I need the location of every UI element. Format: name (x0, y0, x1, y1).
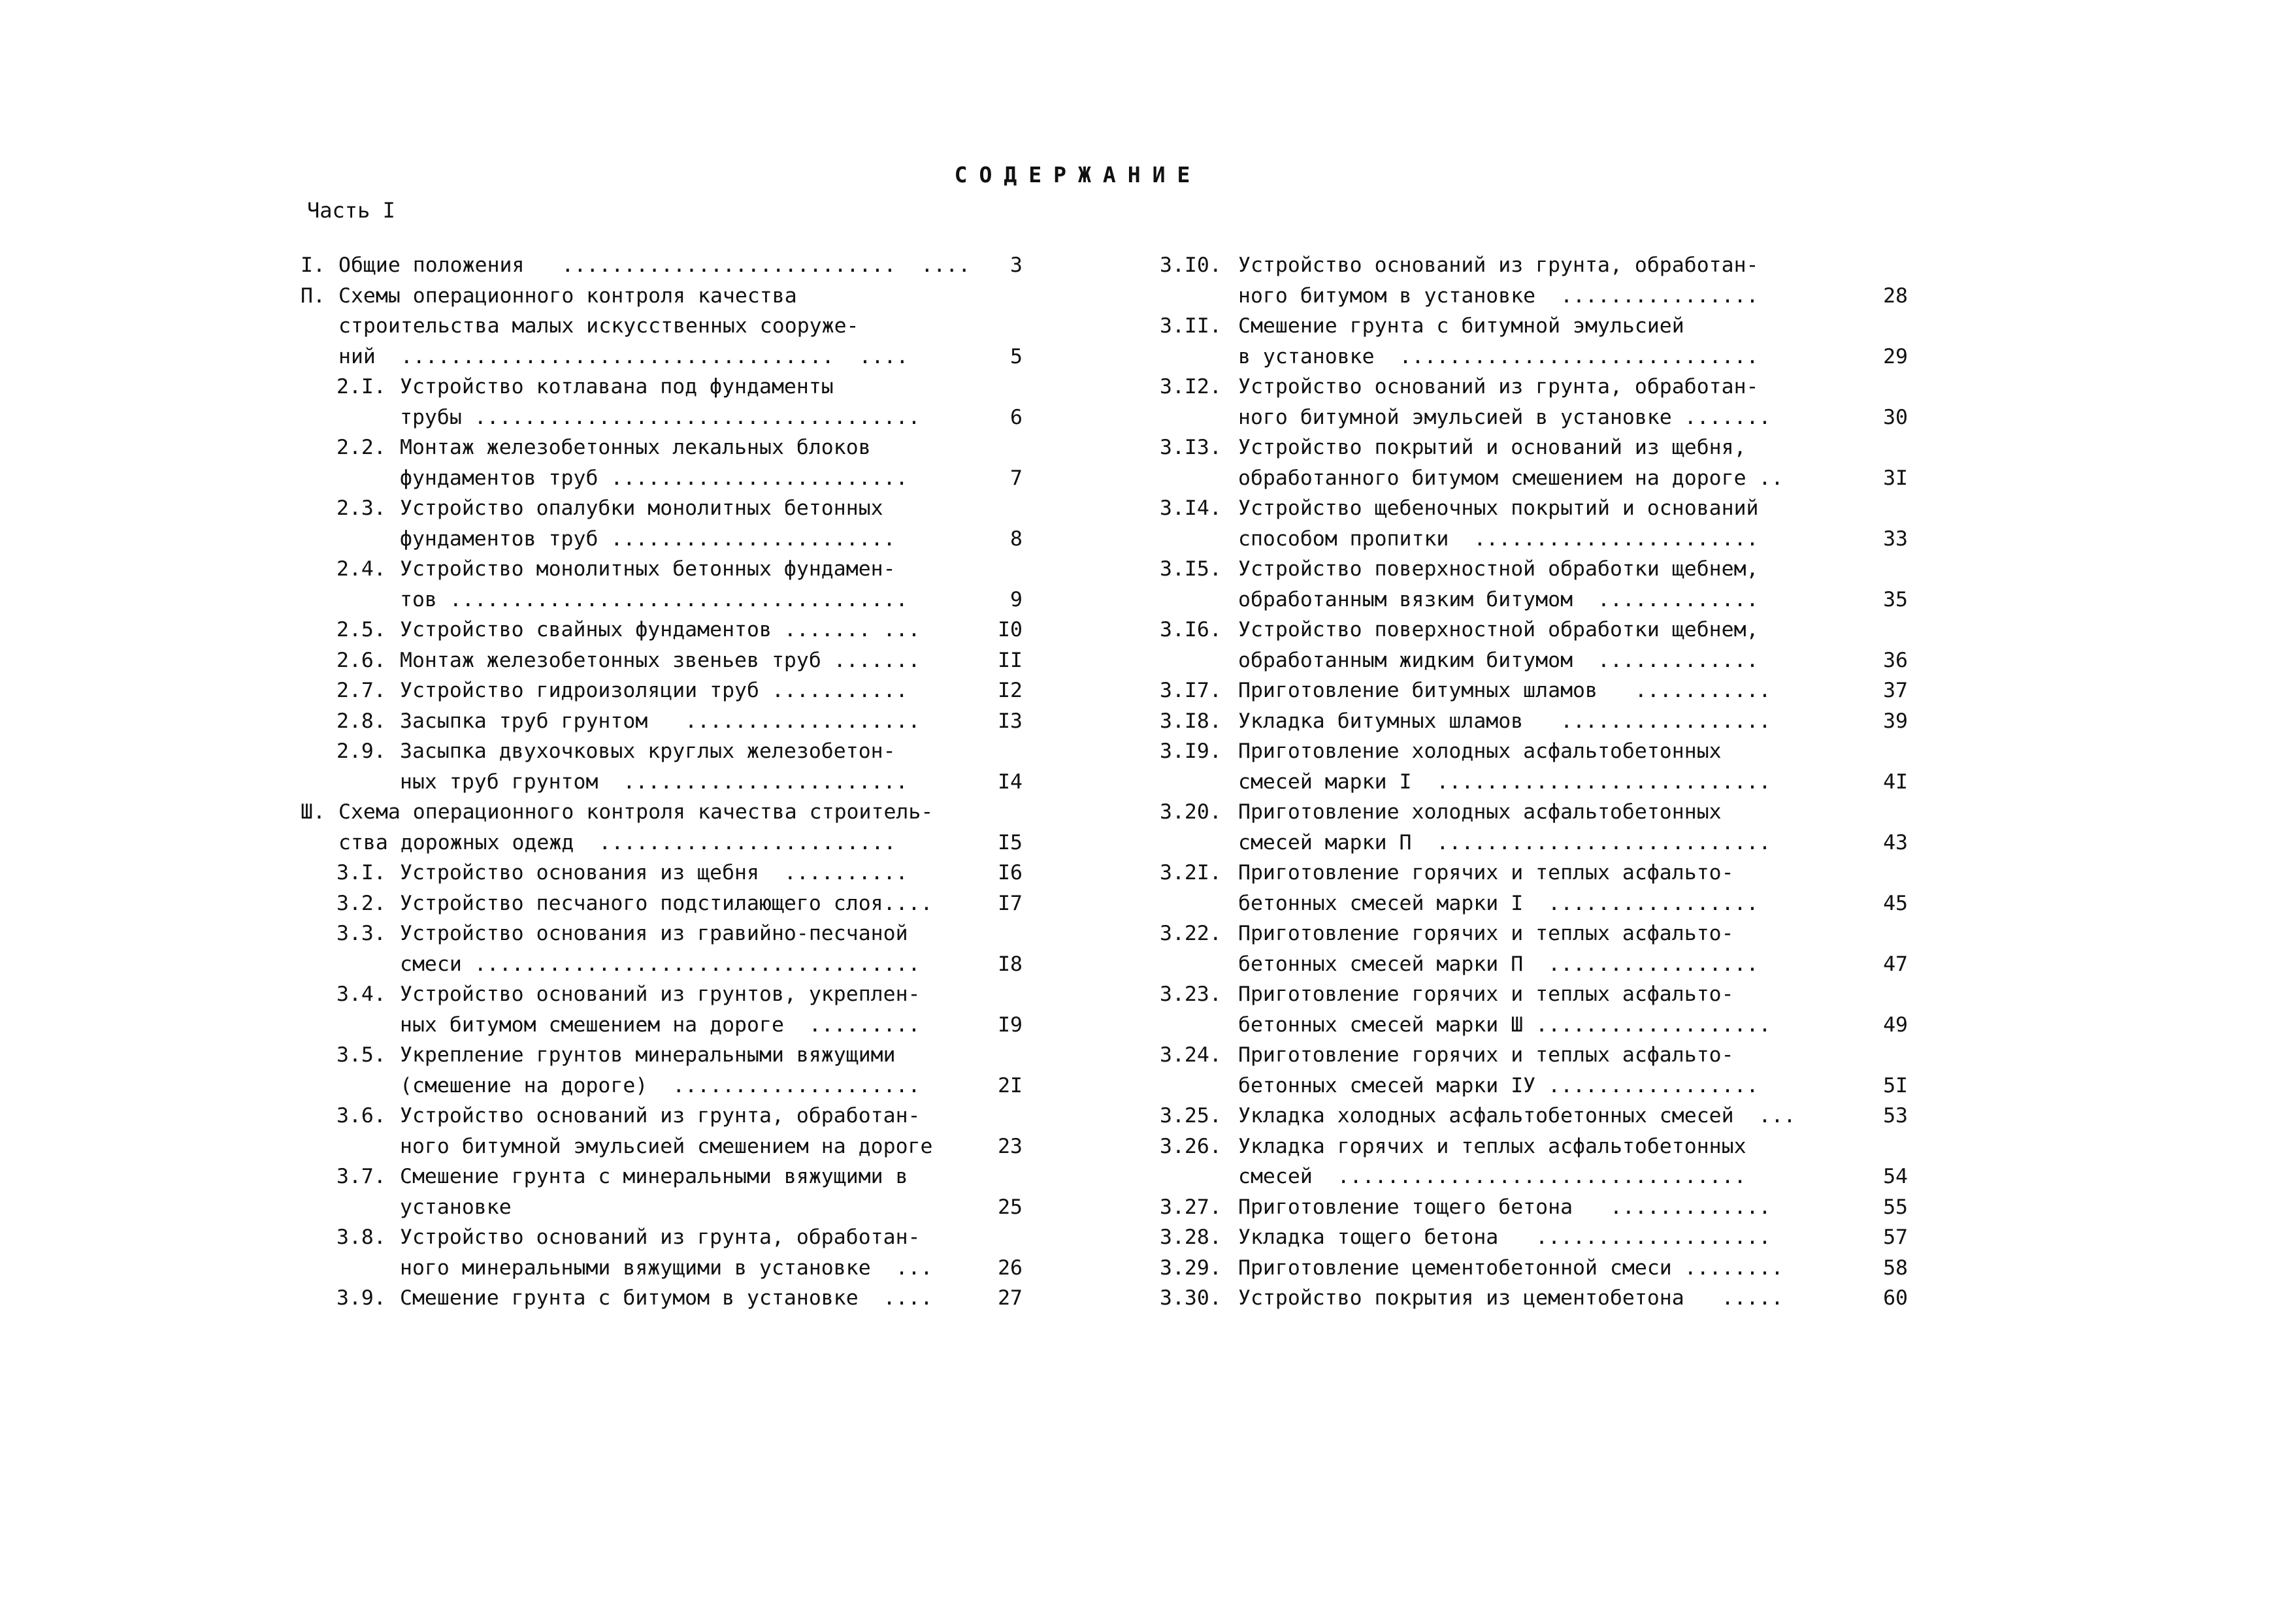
toc-entry-text: Устройство покрытий и оснований из щебня, (1238, 436, 1746, 459)
toc-entry (1160, 1253, 1908, 1284)
toc-entry-text: Приготовление горячих и теплых асфальто- (1238, 922, 1734, 945)
toc-entry-page: I0 (998, 618, 1023, 641)
toc-entry (301, 888, 1023, 919)
toc-entry (1160, 979, 1908, 1040)
toc-entry-text: Устройство покрытия из цементобетона ..... (1238, 1286, 1784, 1310)
toc-entry-text: ного битумной эмульсией смешением на дороге (400, 1134, 933, 1158)
toc-entry (301, 432, 1023, 493)
toc-entry-number: 3.27. (1160, 1195, 1222, 1219)
toc-entry-text: Монтаж железобетонных лекальных блоков (400, 436, 871, 459)
toc-entry-text: Приготовление холодных асфальтобетонных (1238, 800, 1722, 824)
toc-entry-number: 3.I5. (1160, 557, 1222, 581)
toc-entry-text: Схема операционного контроля качества строитель- (338, 800, 934, 824)
toc-entry-page: 33 (1883, 527, 1908, 551)
toc-entry-page: 37 (1883, 679, 1908, 702)
toc-entry-text: смесей марки П ........................... (1238, 830, 1771, 854)
toc-entry (1160, 1192, 1908, 1223)
toc-entry-number: 2.9. (336, 739, 386, 763)
toc-entry-page: 43 (1883, 830, 1908, 854)
toc-entry-text: Устройство оснований из грунта, обработан- (1238, 375, 1759, 398)
toc-entry-number: 3.5. (336, 1043, 386, 1067)
toc-entry-text: Устройство котлавана под фундаменты (400, 375, 834, 398)
toc-entry (301, 675, 1023, 706)
toc-entry-text: Приготовление горячих и теплых асфальто- (1238, 861, 1734, 885)
toc-entry-text: тов ..................................... (400, 587, 908, 611)
toc-entry-page: 26 (998, 1256, 1023, 1280)
toc-entry-text: Укрепление грунтов минеральными вяжущими (400, 1043, 896, 1067)
toc-entry-number: 3.I9. (1160, 739, 1222, 763)
toc-entry-text: ных труб грунтом ....................... (400, 770, 908, 794)
toc-entry-text: бетонных смесей марки П ................. (1238, 952, 1759, 976)
page-title: СОДЕРЖАНИЕ (954, 162, 1202, 187)
toc-entry-page: I5 (998, 830, 1023, 854)
toc-entry-number: 2.3. (336, 496, 386, 520)
toc-entry-text: Устройство оснований из грунта, обработан- (400, 1226, 921, 1249)
toc-entry-text: Устройство монолитных бетонных фундамен- (400, 557, 896, 581)
toc-entry-text: Засыпка труб грунтом ................... (400, 709, 921, 733)
toc-entry-text: Устройство оснований из грунта, обработан- (400, 1104, 921, 1128)
toc-entry-page: 39 (1883, 709, 1908, 733)
toc-entry-text: Устройство поверхностной обработки щебнем, (1238, 557, 1759, 581)
toc-entry-text: Устройство основания из щебня .......... (400, 861, 908, 885)
toc-entry-number: 2.5. (336, 618, 386, 641)
toc-entry-number: I. (301, 253, 325, 277)
toc-entry (1160, 797, 1908, 858)
toc-entry (1160, 1040, 1908, 1101)
toc-entry-number: 3.24. (1160, 1043, 1222, 1067)
toc-entry-number: 3.23. (1160, 983, 1222, 1006)
toc-entry (301, 858, 1023, 888)
toc-entry-number: 3.3. (336, 922, 386, 945)
toc-entry-page: 35 (1883, 587, 1908, 611)
toc-entry-number: 2.6. (336, 648, 386, 672)
toc-entry-text: ного битумной эмульсией в установке ....... (1238, 405, 1771, 429)
toc-entry-text: Приготовление холодных асфальтобетонных (1238, 739, 1722, 763)
toc-entry-number: 3.I3. (1160, 436, 1222, 459)
toc-entry-text: трубы .................................... (400, 405, 921, 429)
toc-entry-text: Схемы операционного контроля качества (338, 284, 797, 308)
toc-entry-page: 3I (1883, 466, 1908, 490)
toc-entry (1160, 675, 1908, 706)
toc-entry-number: 3.6. (336, 1104, 386, 1128)
toc-entry-text: Приготовление битумных шламов ........... (1238, 679, 1771, 702)
toc-entry-text: Монтаж железобетонных звеньев труб ....... (400, 648, 921, 672)
toc-entry-text: Укладка горячих и теплых асфальтобетонных (1238, 1134, 1746, 1158)
toc-entry-page: 6 (1010, 405, 1023, 429)
toc-entry-number: 3.I4. (1160, 496, 1222, 520)
toc-entry-text: смесей ................................. (1238, 1165, 1746, 1188)
toc-entry-number: 3.25. (1160, 1104, 1222, 1128)
toc-entry-number: 3.28. (1160, 1226, 1222, 1249)
toc-entry-text: ства дорожных одежд ........................ (338, 830, 896, 854)
toc-entry-text: бетонных смесей марки I ................. (1238, 891, 1759, 915)
toc-entry-page: I6 (998, 861, 1023, 885)
toc-entry-text: Укладка тощего бетона ................... (1238, 1226, 1771, 1249)
toc-entry-text: обработанным жидким битумом ............. (1238, 648, 1759, 672)
toc-entry-text: Устройство щебеночных покрытий и оснований (1238, 496, 1759, 520)
toc-entry-page: 47 (1883, 952, 1908, 976)
toc-entry-page: 58 (1883, 1256, 1908, 1280)
toc-entry-text: фундаментов труб ........................ (400, 466, 908, 490)
toc-entry-page: I2 (998, 679, 1023, 702)
toc-entry-page: I4 (998, 770, 1023, 794)
toc-entry-text: Укладка битумных шламов ................. (1238, 709, 1771, 733)
toc-entry-page: 60 (1883, 1286, 1908, 1310)
toc-entry-text: установке (400, 1195, 512, 1219)
toc-entry (301, 1283, 1023, 1314)
toc-entry (1160, 1101, 1908, 1131)
part-label: Часть I (307, 198, 395, 223)
toc-entry (1160, 1222, 1908, 1253)
toc-entry-text: ного минеральными вяжущими в установке ... (400, 1256, 933, 1280)
toc-entry-page: II (998, 648, 1023, 672)
toc-entry (301, 281, 1023, 372)
toc-entry-page: I9 (998, 1013, 1023, 1037)
toc-entry-text: Смешение грунта с битумом в установке .... (400, 1286, 933, 1310)
toc-entry-text: ний ................................... .... (338, 344, 909, 368)
toc-entry-number: 3.8. (336, 1226, 386, 1249)
toc-entry-text: бетонных смесей марки IУ ................. (1238, 1073, 1759, 1097)
toc-entry-number: 3.I. (336, 861, 386, 885)
toc-entry-number: Ш. (301, 800, 325, 824)
toc-entry-page: 36 (1883, 648, 1908, 672)
toc-left-column (301, 250, 1023, 1314)
toc-entry-page: 27 (998, 1286, 1023, 1310)
toc-entry (301, 918, 1023, 979)
toc-entry-text: Приготовление горячих и теплых асфальто- (1238, 983, 1734, 1006)
toc-entry-number: 3.2. (336, 891, 386, 915)
toc-entry-page: 5 (1010, 344, 1023, 368)
toc-entry-page: 2I (998, 1073, 1023, 1097)
toc-entry-page: 54 (1883, 1165, 1908, 1188)
toc-entry-number: 3.29. (1160, 1256, 1222, 1280)
toc-entry-number: 3.9. (336, 1286, 386, 1310)
toc-entry (1160, 1131, 1908, 1192)
toc-entry-page: 29 (1883, 344, 1908, 368)
toc-entry-number: 3.I7. (1160, 679, 1222, 702)
toc-entry (1160, 432, 1908, 493)
toc-entry-page: I8 (998, 952, 1023, 976)
toc-entry-number: 3.I8. (1160, 709, 1222, 733)
toc-entry-text: обработанным вязким битумом ............. (1238, 587, 1759, 611)
toc-entry-page: 30 (1883, 405, 1908, 429)
toc-entry-number: 3.30. (1160, 1286, 1222, 1310)
toc-entry (301, 493, 1023, 554)
toc-entry-page: 55 (1883, 1195, 1908, 1219)
toc-entry-text: Приготовление тощего бетона ............. (1238, 1195, 1771, 1219)
toc-entry (301, 1101, 1023, 1161)
toc-entry-text: ного битумом в установке ................ (1238, 284, 1759, 308)
toc-entry-text: в установке ............................. (1238, 344, 1759, 368)
toc-entry-page: 7 (1010, 466, 1023, 490)
toc-entry-number: 3.I2. (1160, 375, 1222, 398)
toc-entry (301, 1222, 1023, 1283)
toc-entry (301, 554, 1023, 615)
toc-entry-text: Устройство опалубки монолитных бетонных (400, 496, 883, 520)
toc-entry-text: Устройство гидроизоляции труб ........... (400, 679, 908, 702)
toc-entry-page: 53 (1883, 1104, 1908, 1128)
toc-entry (1160, 706, 1908, 737)
toc-entry-text: Устройство поверхностной обработки щебнем, (1238, 618, 1759, 641)
toc-entry (301, 706, 1023, 737)
toc-entry-number: 3.4. (336, 983, 386, 1006)
toc-entry-text: Приготовление цементобетонной смеси ........ (1238, 1256, 1784, 1280)
toc-entry (301, 372, 1023, 432)
toc-entry-number: 3.II. (1160, 314, 1222, 338)
toc-entry-page: 23 (998, 1134, 1023, 1158)
toc-entry-text: Устройство оснований из грунта, обработан- (1238, 253, 1759, 277)
toc-entry-number: 3.7. (336, 1165, 386, 1188)
toc-entry-text: Смешение грунта с битумной эмульсией (1238, 314, 1684, 338)
toc-entry-page: 25 (998, 1195, 1023, 1219)
toc-entry (1160, 615, 1908, 675)
toc-entry-text: (смешение на дороге) .................... (400, 1073, 921, 1097)
toc-entry-number: П. (301, 284, 325, 308)
toc-entry (1160, 858, 1908, 918)
toc-entry-page: 4I (1883, 770, 1908, 794)
toc-entry (301, 797, 1023, 858)
toc-entry-number: 3.20. (1160, 800, 1222, 824)
toc-entry-text: строительства малых искусственных сооруже- (338, 314, 859, 338)
toc-entry-page: 28 (1883, 284, 1908, 308)
toc-entry-text: Общие положения ........................... .... (338, 253, 971, 277)
toc-entry-text: Устройство оснований из грунтов, укреплен- (400, 983, 921, 1006)
toc-entry (301, 1040, 1023, 1101)
toc-entry-page: 49 (1883, 1013, 1908, 1037)
toc-entry (1160, 311, 1908, 372)
toc-entry-text: Устройство свайных фундаментов ....... ... (400, 618, 921, 641)
toc-entry-text: способом пропитки ....................... (1238, 527, 1759, 551)
toc-entry-text: Приготовление горячих и теплых асфальто- (1238, 1043, 1734, 1067)
toc-entry (301, 979, 1023, 1040)
toc-entry-number: 2.I. (336, 375, 386, 398)
toc-entry-page: 45 (1883, 891, 1908, 915)
toc-entry (301, 615, 1023, 645)
toc-entry-text: Засыпка двухочковых круглых железобетон- (400, 739, 896, 763)
toc-entry (301, 645, 1023, 676)
toc-entry-text: Укладка холодных асфальтобетонных смесей ... (1238, 1104, 1796, 1128)
toc-entry-number: 2.8. (336, 709, 386, 733)
toc-entry-number: 3.22. (1160, 922, 1222, 945)
toc-entry (1160, 1283, 1908, 1314)
toc-entry (1160, 736, 1908, 797)
toc-entry-page: I3 (998, 709, 1023, 733)
toc-entry-page: 5I (1883, 1073, 1908, 1097)
toc-entry (301, 250, 1023, 281)
toc-entry-page: I7 (998, 891, 1023, 915)
toc-entry-text: Устройство песчаного подстилающего слоя.... (400, 891, 933, 915)
toc-entry-text: обработанного битумом смешением на дороге .. (1238, 466, 1784, 490)
toc-entry-number: 3.2I. (1160, 861, 1222, 885)
toc-entry (1160, 250, 1908, 311)
toc-entry-page: 9 (1010, 587, 1023, 611)
toc-entry-text: ных битумом смешением на дороге ......... (400, 1013, 921, 1037)
toc-entry (1160, 918, 1908, 979)
toc-entry (301, 736, 1023, 797)
toc-entry-page: 57 (1883, 1226, 1908, 1249)
toc-entry-page: 3 (1010, 253, 1023, 277)
toc-entry-text: бетонных смесей марки Ш ................... (1238, 1013, 1771, 1037)
toc-entry-number: 2.4. (336, 557, 386, 581)
toc-entry-text: фундаментов труб ....................... (400, 527, 896, 551)
toc-entry-number: 3.I0. (1160, 253, 1222, 277)
toc-entry-number: 2.7. (336, 679, 386, 702)
toc-entry-number: 2.2. (336, 436, 386, 459)
toc-entry (1160, 493, 1908, 554)
toc-entry (1160, 372, 1908, 432)
toc-entry (1160, 554, 1908, 615)
toc-entry-text: Смешение грунта с минеральными вяжущими в (400, 1165, 908, 1188)
toc-entry-page: 8 (1010, 527, 1023, 551)
toc-right-column (1160, 250, 1908, 1314)
toc-entry-text: Устройство основания из гравийно-песчаной (400, 922, 908, 945)
toc-entry-number: 3.I6. (1160, 618, 1222, 641)
toc-entry-text: смеси .................................... (400, 952, 921, 976)
toc-entry-number: 3.26. (1160, 1134, 1222, 1158)
toc-entry-text: смесей марки I ........................... (1238, 770, 1771, 794)
toc-entry (301, 1161, 1023, 1222)
